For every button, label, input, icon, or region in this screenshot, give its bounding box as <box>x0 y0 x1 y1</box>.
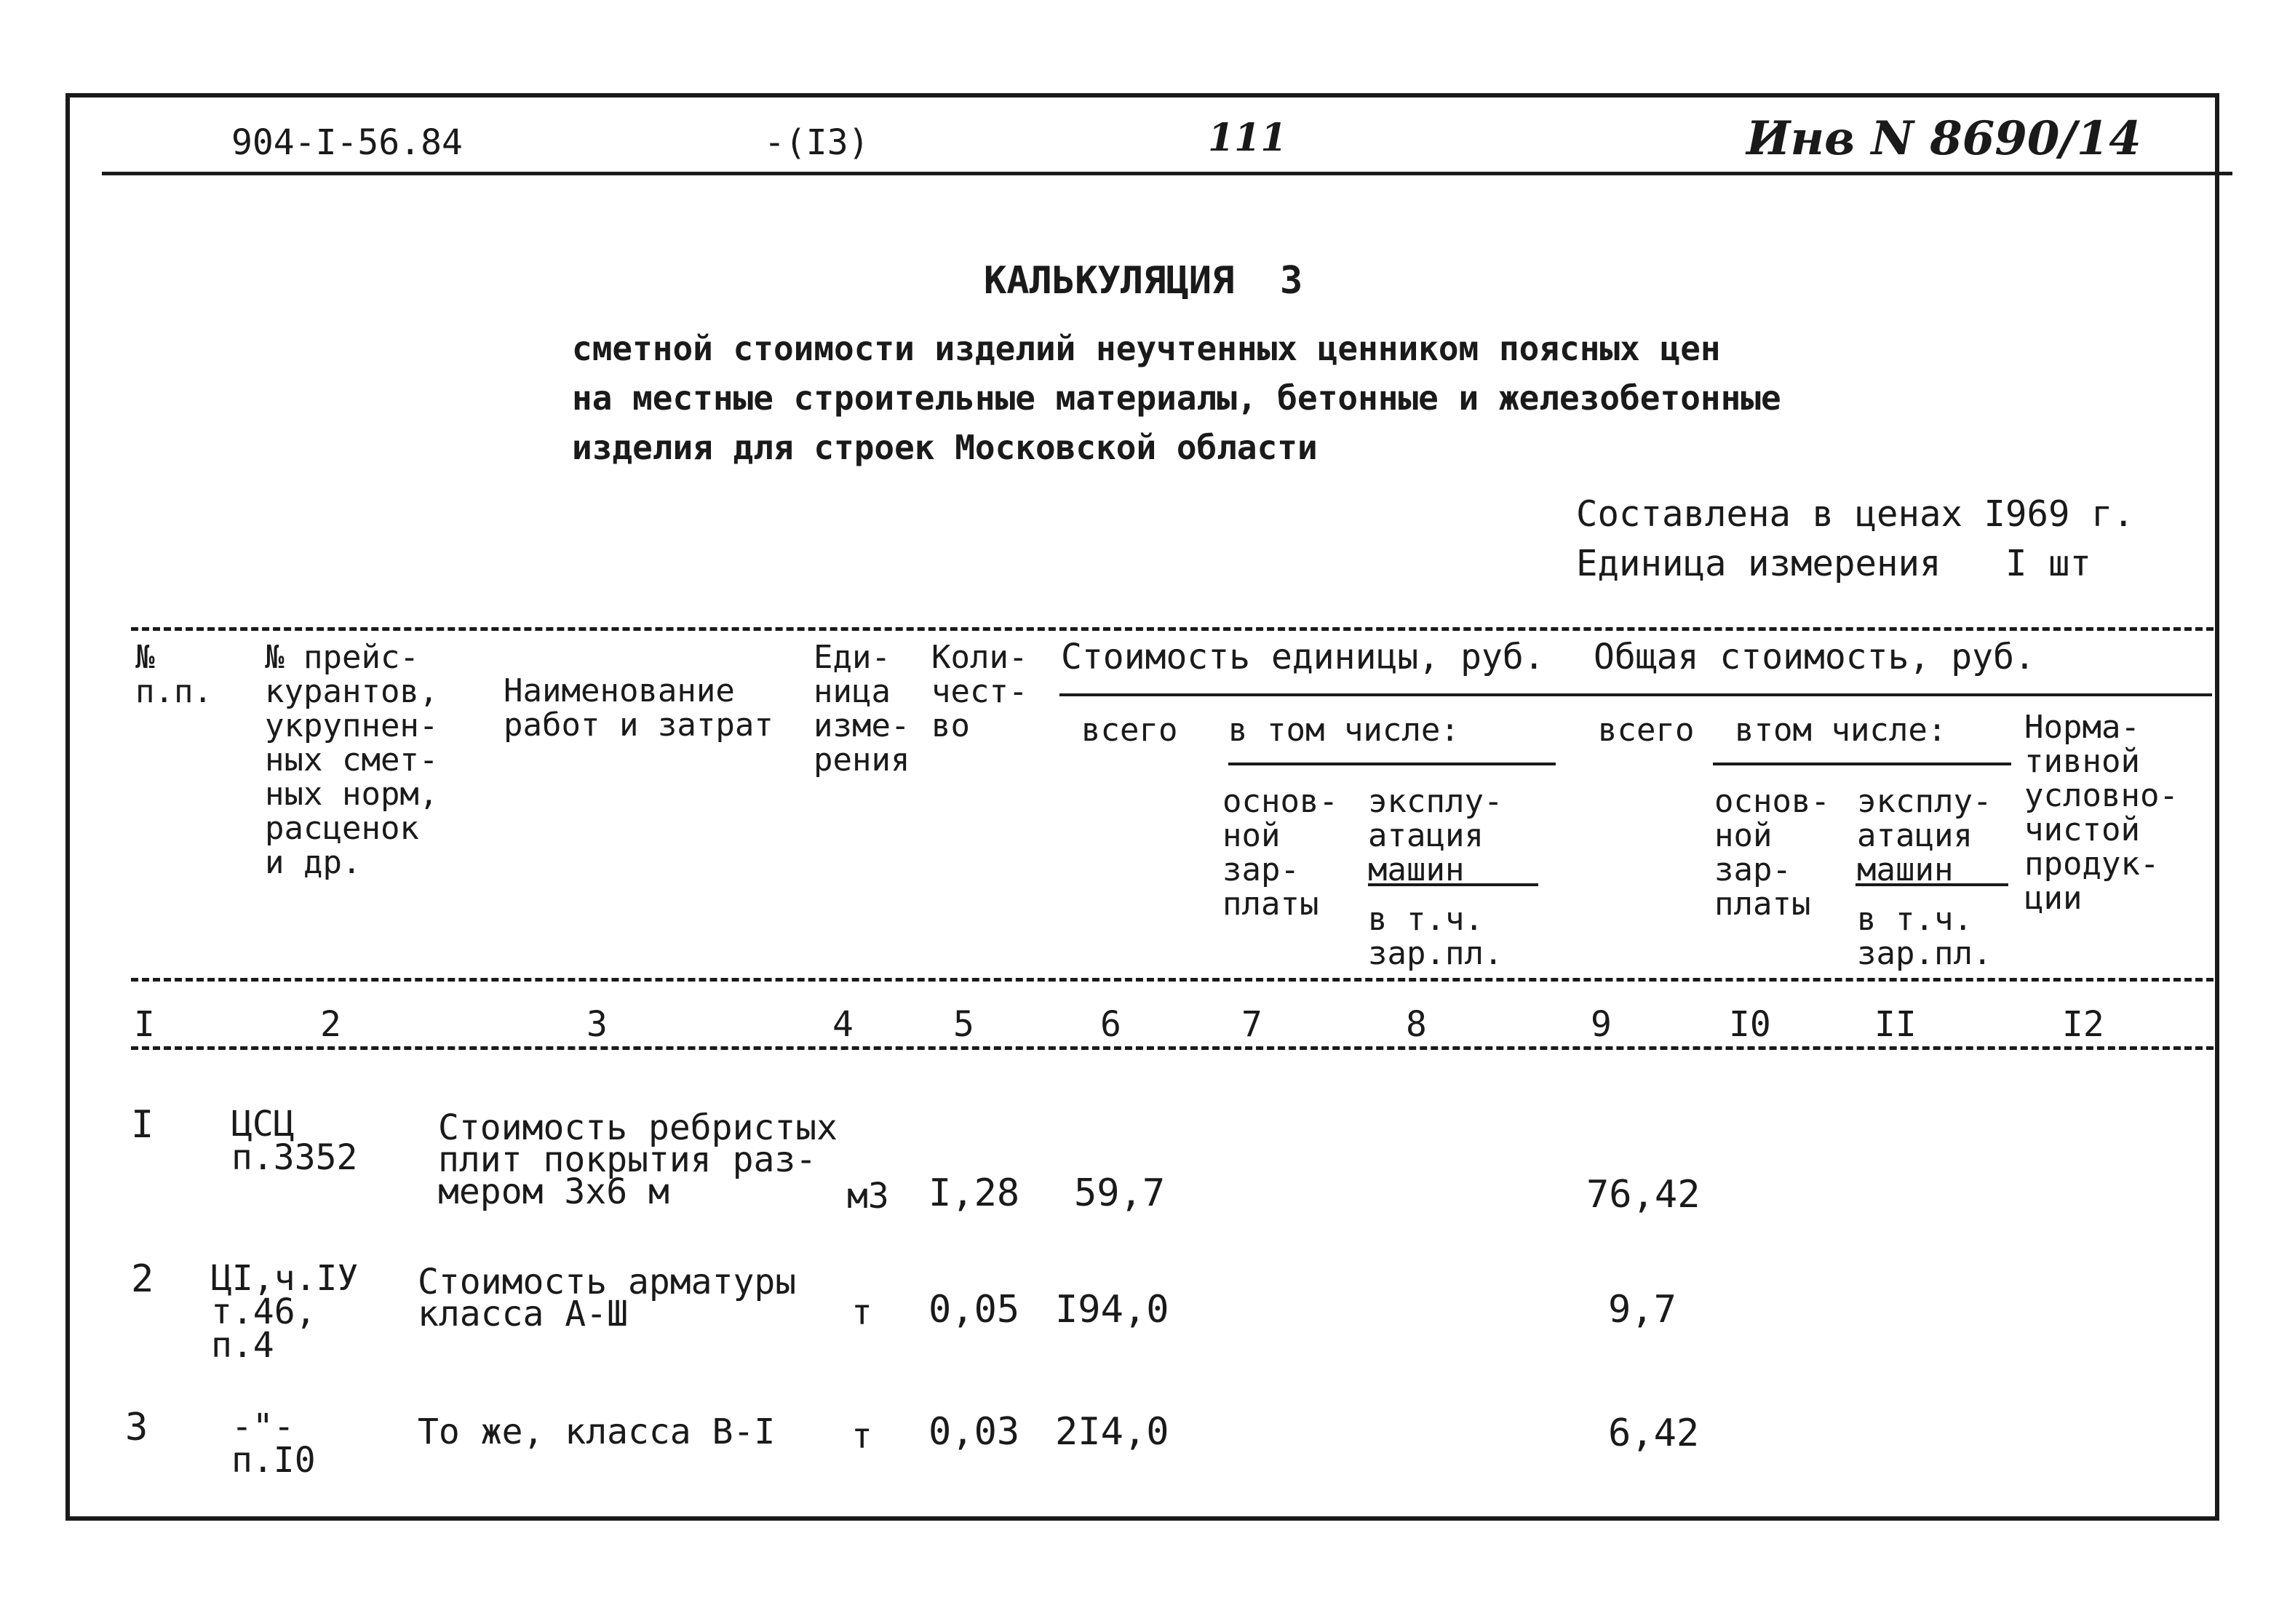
col-header-total: всего <box>1598 712 1695 749</box>
table-row-unit-price: I94,0 <box>1055 1288 1169 1332</box>
col-header-including-a: в том числе: <box>1228 712 1460 749</box>
page-number: 111 <box>1208 116 1287 160</box>
table-row-reference: ЦСЦ п.3352 <box>231 1104 358 1178</box>
table-row-total: 6,42 <box>1608 1412 1700 1455</box>
column-number: 2 <box>320 1004 341 1045</box>
col-header-wages-a: основ- ной зар- платы <box>1222 783 1338 923</box>
incl-rule-a <box>1228 763 1556 765</box>
table-row-reference: ЦI,ч.IУ т.46, п.4 <box>211 1258 359 1366</box>
table-row-unit-price: 2I4,0 <box>1055 1410 1169 1454</box>
column-number: 8 <box>1406 1004 1427 1045</box>
column-number: I0 <box>1729 1004 1771 1045</box>
col-header-total-cost: Общая стоимость, руб. <box>1594 637 2035 677</box>
table-row-work-name: Стоимость ребристых плит покрытия раз- мером 3х6 м <box>438 1107 838 1212</box>
col-header-quantity: Коли- чест- во <box>931 639 1028 744</box>
column-numbers-rule <box>131 1046 2214 1050</box>
table-row-number: 2 <box>131 1257 154 1301</box>
table-row-work-name: То же, класса В-I <box>418 1412 776 1452</box>
col-header-unit-total: всего <box>1081 712 1178 749</box>
sheet-number: -(I3) <box>764 122 870 163</box>
table-row-unit: т <box>851 1416 872 1457</box>
col-header-number: № п.п. <box>135 639 212 710</box>
col-header-work-name: Наименование работ и затрат <box>504 672 773 744</box>
title-line-2: на местные строительные материалы, бетонные и железобетонные <box>572 378 1781 418</box>
col-header-wages-b: основ- ной зар- платы <box>1714 783 1830 923</box>
table-row-unit-price: 59,7 <box>1074 1171 1166 1215</box>
group-header-rule <box>1059 693 2212 696</box>
header-rule <box>102 172 2232 175</box>
price-basis: Составлена в ценах I969 г. <box>1576 493 2135 535</box>
table-row-quantity: 0,03 <box>928 1410 1020 1454</box>
inventory-number: Инв N 8690/14 <box>1746 111 2141 166</box>
table-top-rule <box>131 627 2214 631</box>
column-number: 7 <box>1241 1004 1262 1045</box>
column-number: 3 <box>586 1004 608 1045</box>
document-heading: КАЛЬКУЛЯЦИЯ 3 <box>984 259 1303 303</box>
col-header-machines-a: эксплу- атация машин <box>1368 783 1503 888</box>
col-header-unit: Еди- ница изме- рения <box>814 639 910 779</box>
table-row-number: 3 <box>125 1406 148 1449</box>
col-header-machines-b: эксплу- атация машин <box>1857 783 1992 888</box>
column-number: 5 <box>953 1004 974 1045</box>
col-header-machine-wages-b: в т.ч. зар.пл. <box>1857 901 1992 972</box>
header-bottom-rule <box>131 978 2214 982</box>
col-header-unit-cost: Стоимость единицы, руб. <box>1061 637 1545 677</box>
table-row-total: 76,42 <box>1586 1173 1701 1217</box>
col-header-including-b: втом числе: <box>1735 712 1947 749</box>
table-row-quantity: 0,05 <box>928 1288 1020 1332</box>
column-number: 4 <box>832 1004 854 1045</box>
table-row-quantity: I,28 <box>928 1171 1020 1215</box>
column-number: I2 <box>2062 1004 2104 1045</box>
incl-rule-b <box>1713 763 2011 765</box>
table-row-number: I <box>131 1103 154 1147</box>
table-row-reference: -"- п.I0 <box>231 1406 316 1481</box>
column-number: 9 <box>1591 1004 1612 1045</box>
col-header-net-output: Норма- тивной условно- чистой продук- ции <box>2024 709 2179 917</box>
table-row-work-name: Стоимость арматуры класса А-Ш <box>418 1262 797 1334</box>
col-header-reference: № прейс- курантов, укрупнен- ных смет- ных норм, расценок и др. <box>265 639 439 881</box>
column-number: 6 <box>1100 1004 1121 1045</box>
unit-of-measure: Единица измерения I шт <box>1576 543 2092 584</box>
table-row-unit: т <box>851 1292 872 1333</box>
column-number: I <box>134 1004 155 1045</box>
table-row-total: 9,7 <box>1608 1288 1676 1332</box>
title-line-3: изделия для строек Московской области <box>572 428 1318 467</box>
column-number: II <box>1874 1004 1917 1045</box>
col-header-machine-wages-a: в т.ч. зар.пл. <box>1368 901 1503 972</box>
title-line-1: сметной стоимости изделий неучтенных ценником поясных цен <box>572 329 1721 368</box>
doc-code: 904-I-56.84 <box>231 122 463 163</box>
table-row-unit: м3 <box>847 1176 889 1217</box>
